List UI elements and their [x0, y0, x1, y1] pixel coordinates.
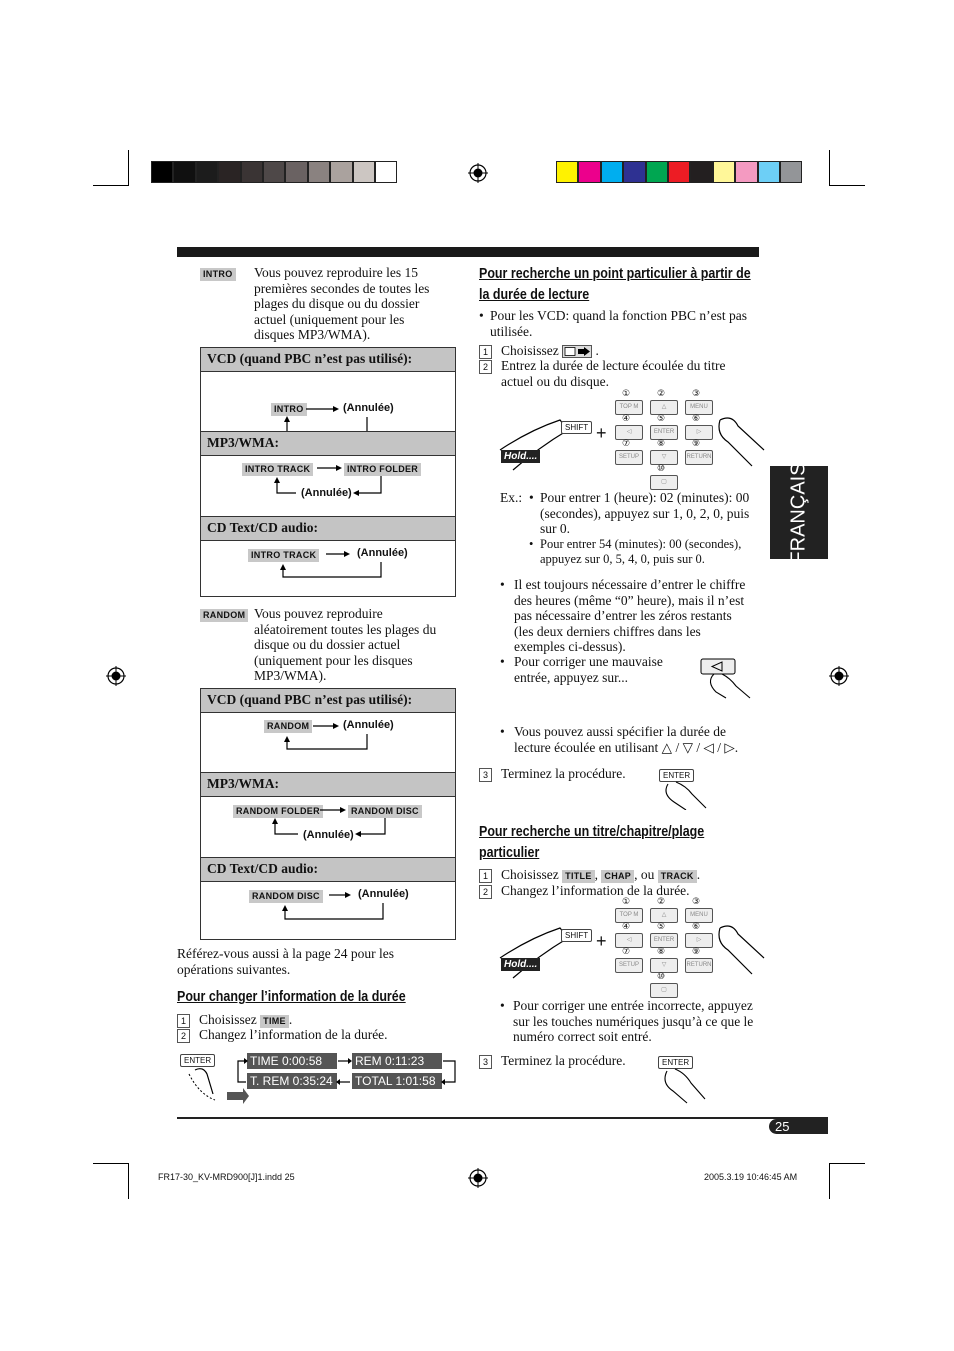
time-step-3	[479, 766, 679, 782]
mode-diagram	[201, 797, 455, 858]
lcd-remaining: REM 0:11:23	[352, 1053, 442, 1069]
section-heading-time-search: Pour recherche un point particulier à partir de la durée de lecture	[479, 266, 751, 303]
calibration-swatch	[308, 161, 330, 183]
title-step-3	[479, 1053, 679, 1069]
box-heading: MP3/WMA:	[201, 773, 455, 797]
calibration-swatch	[330, 161, 352, 183]
calibration-swatch	[578, 161, 600, 183]
keypad-key[interactable]: ENTER	[650, 933, 678, 948]
step-text: Changez l’information de la durée.	[199, 1027, 388, 1042]
example-text: Pour entrer 54 (minutes): 00 (secondes), appuyez sur 0, 5, 4, 0, puis sur 0.	[540, 537, 742, 566]
calibration-swatch	[285, 161, 307, 183]
mode-diagram	[201, 882, 455, 939]
shift-button[interactable]: SHIFT	[561, 929, 592, 942]
key-number-label: ⑧	[657, 946, 666, 956]
keypad-key[interactable]: ▢	[650, 475, 678, 490]
calibration-swatch	[758, 161, 780, 183]
calibration-swatch	[713, 161, 735, 183]
keypad-key[interactable]: △	[650, 908, 678, 923]
keypad-key[interactable]: ▷	[685, 425, 713, 440]
registration-target-icon	[829, 666, 849, 686]
time-step-1: 1 Choisissez .	[479, 343, 759, 359]
key-number-label: ⑦	[622, 946, 631, 956]
shift-button[interactable]: SHIFT	[561, 421, 592, 434]
note-text: Pour corriger une mauvaise entrée, appuyez sur...	[514, 654, 663, 685]
enter-button[interactable]: ENTER	[658, 1056, 693, 1069]
footer-file-info: FR17-30_KV-MRD900[J]1.indd 25	[158, 1172, 295, 1182]
plus-sign: +	[596, 931, 607, 951]
key-number-label: ⑩	[657, 971, 666, 981]
calibration-swatch	[241, 161, 263, 183]
mode-tag: INTRO	[271, 403, 307, 416]
calibration-swatch	[623, 161, 645, 183]
keypad-key[interactable]: ▽	[650, 450, 678, 465]
calibration-swatch	[735, 161, 757, 183]
key-number-label: ⑤	[657, 413, 666, 423]
calibration-swatch	[353, 161, 375, 183]
footer-rule	[177, 1117, 828, 1119]
key-number-label: ⑨	[692, 438, 701, 448]
calibration-swatch	[780, 161, 802, 183]
cycle-arrow-icon	[201, 882, 455, 939]
example-2: • Pour entrer 54 (minutes): 00 (secondes), appuyez sur 0, 5, 4, 0, puis sur 0.	[529, 537, 761, 567]
finger-press-icon	[662, 780, 712, 810]
keypad-key[interactable]: TOP M	[615, 400, 643, 415]
calibration-swatch	[668, 161, 690, 183]
note-arrows: • Vous pouvez aussi spécifier la durée de lecture écoulée en utilisant △ / ▽ / ◁ / ▷.	[500, 724, 760, 755]
calibration-swatch	[601, 161, 623, 183]
key-number-label: ②	[657, 896, 666, 906]
cycle-arrow-icon	[201, 541, 455, 596]
cancel-label: (Annulée)	[301, 487, 352, 499]
enter-button[interactable]: ENTER	[180, 1054, 215, 1067]
keypad-key[interactable]: ▽	[650, 958, 678, 973]
cycle-arrow-icon	[201, 372, 455, 431]
step-number: 1	[479, 869, 492, 883]
example-label: Ex.:	[500, 490, 523, 505]
note-text: Pour corriger une entrée incorrecte, appuyez sur les touches numériques jusqu’à ce que le numéro correct soit entré.	[513, 998, 754, 1044]
step-number: 3	[479, 1055, 492, 1069]
keypad-key[interactable]: SETUP	[615, 450, 643, 465]
language-tab	[770, 461, 828, 564]
mode-diagram	[201, 713, 455, 773]
random-modes-box	[200, 688, 456, 940]
cancel-label: (Annulée)	[358, 888, 409, 900]
calibration-swatch	[690, 161, 712, 183]
key-number-label: ⑥	[692, 921, 701, 931]
calibration-swatch	[151, 161, 173, 183]
box-heading: VCD (quand PBC n’est pas utilisé):	[201, 689, 455, 713]
box-heading: CD Text/CD audio:	[201, 517, 455, 541]
cycle-arrow-icon	[230, 1050, 460, 1095]
key-number-label: ⑩	[657, 463, 666, 473]
mode-diagram	[201, 456, 455, 517]
lcd-total-remaining: T. REM 0:35:24	[247, 1073, 337, 1089]
note-text: Il est toujours nécessaire d’entrer le chiffre des heures (même “0” heure), mais il n’est pas nécessaire d’entrer les zéros restants (les deux derniers chiffres dans les exemples ci-dessus).	[514, 577, 746, 654]
mode-tag: RANDOM	[264, 720, 312, 733]
step-number: 2	[479, 885, 492, 899]
keypad-key[interactable]: RETURN	[685, 958, 713, 973]
title-tag: TITLE	[562, 870, 595, 883]
cycle-arrow-icon	[201, 713, 455, 772]
keypad-key[interactable]: ▷	[685, 933, 713, 948]
keypad-key[interactable]: TOP M	[615, 908, 643, 923]
step-number: 1	[479, 345, 492, 359]
registration-target-icon	[468, 1168, 488, 1188]
calibration-swatch	[263, 161, 285, 183]
hold-label: Hold....	[501, 958, 540, 971]
mode-diagram	[201, 541, 455, 596]
intro-modes-box	[200, 347, 456, 597]
example-text: Pour entrer 1 (heure): 02 (minutes): 00 (secondes), appuyez sur 1, 0, 2, 0, puis sur 0.	[540, 490, 750, 536]
note-incorrect-entry: • Pour corriger une entrée incorrecte, appuyez sur les touches numériques jusqu’à ce que le numéro correct soit entré.	[500, 998, 762, 1045]
time-search-mode-icon	[562, 345, 592, 358]
mode-tag: INTRO FOLDER	[344, 463, 421, 476]
footer-timestamp: 2005.3.19 10:46:45 AM	[704, 1172, 798, 1182]
step-text: Choisissez	[501, 343, 559, 358]
track-tag: TRACK	[658, 870, 697, 883]
time-step-2	[479, 358, 757, 389]
key-number-label: ④	[622, 413, 631, 423]
cycle-arrow-icon	[201, 456, 455, 516]
key-number-label: ②	[657, 388, 666, 398]
lcd-total: TOTAL 1:01:58	[352, 1073, 442, 1089]
calibration-swatch	[646, 161, 668, 183]
random-description: Vous pouvez reproduire aléatoirement toutes les plages du disque ou du dossier actuel (uniquement pour les disques MP3/WMA).	[254, 606, 437, 683]
mode-tag: RANDOM FOLDER	[233, 805, 323, 818]
vcd-note: • Pour les VCD: quand la fonction PBC n’est pas utilisée.	[479, 308, 747, 339]
page-number: 25	[769, 1119, 828, 1134]
registration-target-icon	[106, 666, 126, 686]
example-1: • Pour entrer 1 (heure): 02 (minutes): 00 (secondes), appuyez sur 1, 0, 2, 0, puis sur 0.	[529, 490, 759, 537]
change-step-1: 1 Choisissez TIME .	[177, 1012, 437, 1028]
key-number-label: ⑦	[622, 438, 631, 448]
registration-target-icon	[468, 163, 488, 183]
calibration-swatch	[375, 161, 397, 183]
step-text: Entrez la durée de lecture écoulée du titre actuel ou du disque.	[501, 358, 726, 389]
keypad-key[interactable]: △	[650, 400, 678, 415]
cancel-label: (Annulée)	[303, 829, 354, 841]
keypad-key[interactable]: ◁	[615, 933, 643, 948]
mode-tag: INTRO TRACK	[242, 463, 313, 476]
cycle-arrow-icon	[201, 797, 455, 857]
cancel-label: (Annulée)	[343, 719, 394, 731]
language-tab-label: FRANÇAIS	[787, 461, 810, 564]
lcd-time: TIME 0:00:58	[247, 1053, 337, 1069]
key-number-label: ⑨	[692, 946, 701, 956]
key-number-label: ⑥	[692, 413, 701, 423]
step-text: Choisissez	[501, 867, 559, 882]
keypad-key[interactable]: ▢	[650, 983, 678, 998]
step-number: 2	[479, 360, 492, 374]
key-number-label: ③	[692, 896, 701, 906]
box-heading: CD Text/CD audio:	[201, 858, 455, 882]
intro-tag: INTRO	[200, 268, 236, 281]
keypad-key[interactable]: MENU	[685, 908, 713, 923]
enter-button[interactable]: ENTER	[659, 769, 694, 782]
keypad-key[interactable]: MENU	[685, 400, 713, 415]
step-number: 1	[177, 1014, 190, 1028]
key-number-label: ⑤	[657, 921, 666, 931]
step-number: 2	[177, 1029, 190, 1043]
header-rule	[177, 247, 759, 257]
intro-description: Vous pouvez reproduire les 15 premières secondes de toutes les plages du disque ou du dossier actuel (uniquement pour les disques MP3/WMA).	[254, 265, 430, 342]
chapter-tag: CHAP	[601, 870, 634, 883]
keypad-key[interactable]: ◁	[615, 425, 643, 440]
mode-tag: INTRO TRACK	[248, 549, 319, 562]
calibration-swatch	[196, 161, 218, 183]
step-text: Terminez la procédure.	[501, 1053, 626, 1068]
key-number-label: ⑧	[657, 438, 666, 448]
mode-tag: RANDOM DISC	[249, 890, 323, 903]
note-text: Pour les VCD: quand la fonction PBC n’est pas utilisée.	[490, 308, 747, 339]
section-heading-change-duration: Pour changer l’information de la durée	[177, 989, 406, 1005]
box-heading: MP3/WMA:	[201, 432, 455, 456]
keypad-key[interactable]: RETURN	[685, 450, 713, 465]
box-heading: VCD (quand PBC n’est pas utilisé):	[201, 348, 455, 372]
mode-tag: RANDOM DISC	[348, 805, 422, 818]
separator-text: , ou	[634, 867, 655, 882]
hold-label: Hold....	[501, 450, 540, 463]
title-step-2	[479, 883, 759, 899]
random-tag: RANDOM	[200, 609, 248, 622]
keypad-key[interactable]: ENTER	[650, 425, 678, 440]
step-number: 3	[479, 768, 492, 782]
note-text: Vous pouvez aussi spécifier la durée de lecture écoulée en utilisant △ / ▽ / ◁ / ▷.	[514, 724, 739, 755]
mode-diagram	[201, 372, 455, 432]
time-tag: TIME	[260, 1015, 289, 1028]
key-number-label: ④	[622, 921, 631, 931]
note-hours: • Il est toujours nécessaire d’entrer le chiffre des heures (même “0” heure), mais il n’est pas nécessaire d’entrer les zéros restants (les deux derniers chiffres dans les exemples ci-dessus).	[500, 577, 750, 655]
cancel-label: (Annulée)	[357, 547, 408, 559]
see-also-note: Référez-vous aussi à la page 24 pour les opérations suivantes.	[177, 946, 395, 977]
change-step-2	[177, 1027, 437, 1043]
step-text: Terminez la procédure.	[501, 766, 626, 781]
step-text: Changez l’information de la durée.	[501, 883, 690, 898]
plus-sign: +	[596, 423, 607, 443]
back-button-press-icon[interactable]	[700, 658, 756, 700]
title-step-1: 1 Choisissez TITLE , CHAP , ou TRACK .	[479, 867, 769, 883]
finger-press-icon	[661, 1067, 711, 1107]
calibration-swatch	[218, 161, 240, 183]
step-text: Choisissez	[199, 1012, 257, 1027]
section-heading-title-search: Pour recherche un titre/chapitre/plage particulier	[479, 824, 705, 861]
key-number-label: ①	[622, 896, 631, 906]
key-number-label: ③	[692, 388, 701, 398]
key-number-label: ①	[622, 388, 631, 398]
cancel-label: (Annulée)	[343, 402, 394, 414]
keypad-key[interactable]: SETUP	[615, 958, 643, 973]
calibration-swatch	[556, 161, 578, 183]
note-correct: • Pour corriger une mauvaise entrée, appuyez sur...	[500, 654, 680, 685]
calibration-swatch	[173, 161, 195, 183]
